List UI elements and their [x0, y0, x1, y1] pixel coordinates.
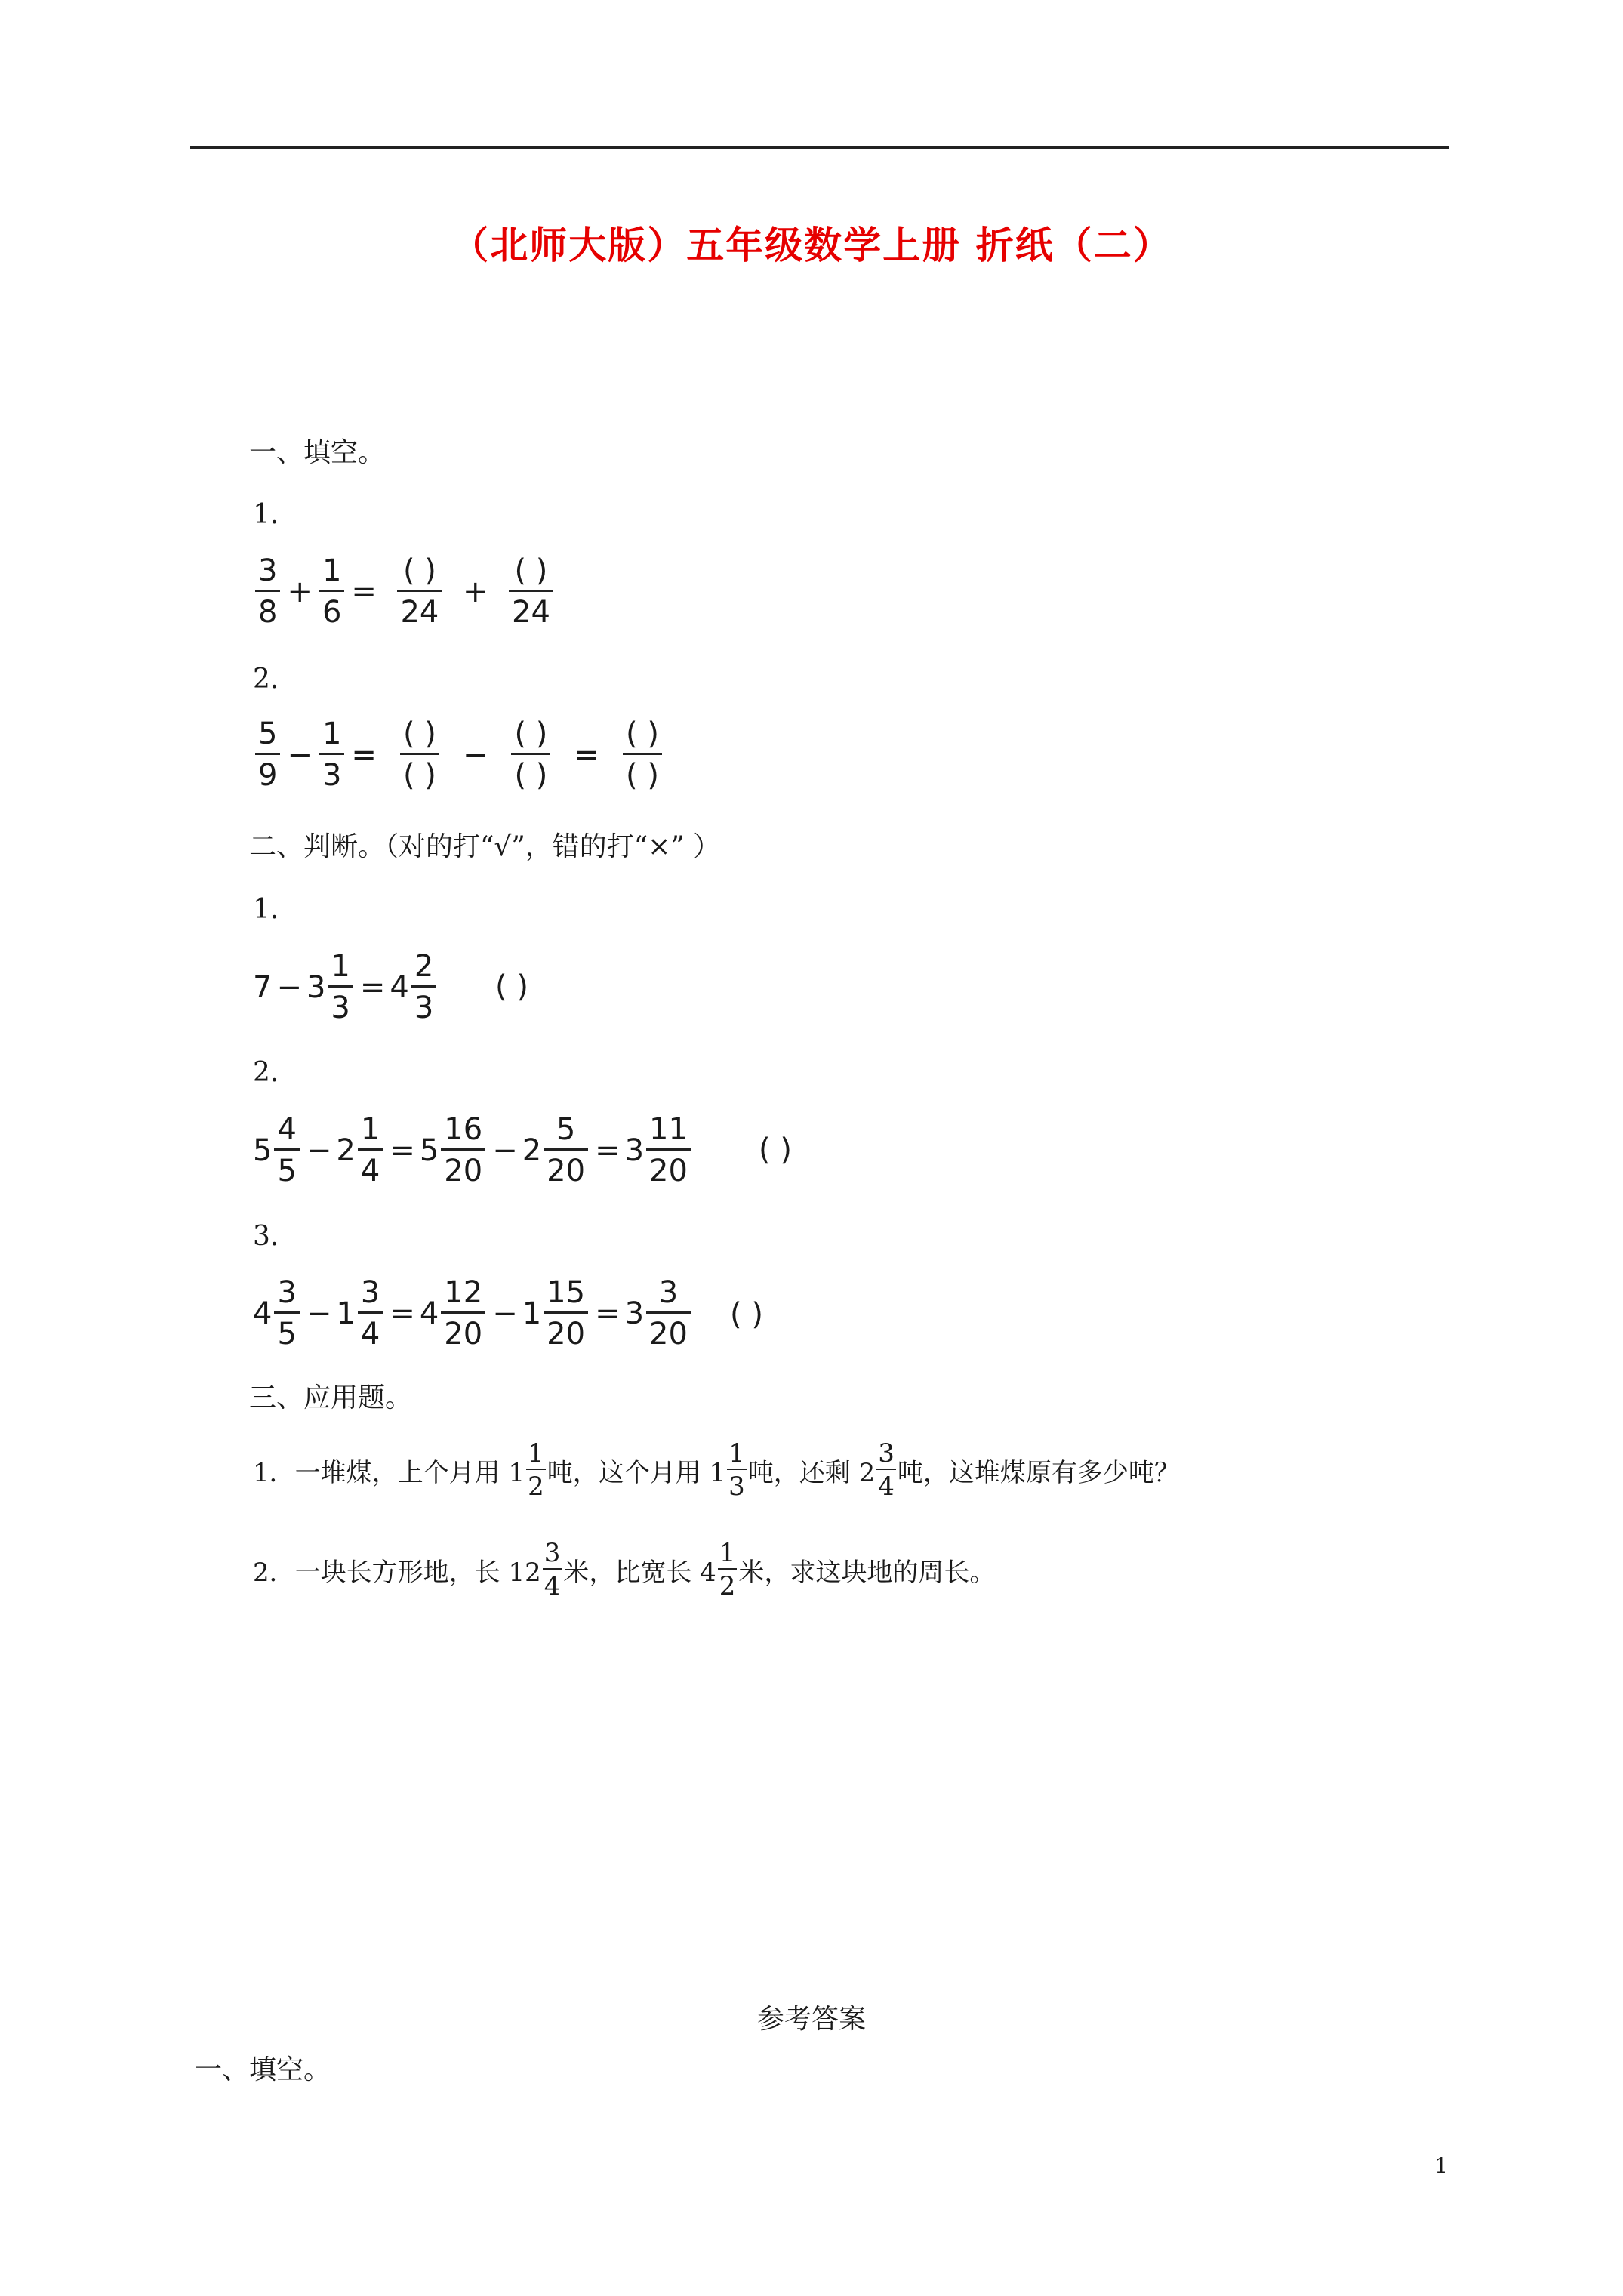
s1-q2-number: 2．	[253, 664, 297, 695]
fraction: $\frac{3}{4}$	[878, 1438, 895, 1502]
blank-fraction[interactable]: $\frac{( )}{( )}$	[606, 719, 679, 791]
page-title: （北师大版）五年级数学上册 折纸（二）	[451, 223, 1172, 267]
answers-section1-heading: 一、填空。	[195, 2054, 331, 2085]
s3-q1-text: 1．一堆煤，上个月用 1 $\frac{1}{2}$ 吨，这个月用 1 $\frac{1}{3}$ 吨，还剩 2 $\frac{3}{4}$ 吨，这堆煤原有多少吨？	[253, 1438, 1180, 1502]
s2-q1-equation: 7 − 3 $\frac{1}{3}$ = 4 $\frac{2}{3}$	[253, 951, 439, 1023]
fraction: $\frac{16}{20}$	[441, 1114, 485, 1186]
s2-q2-number: 2．	[253, 1057, 297, 1088]
fraction: $\frac{1}{2}$	[528, 1438, 544, 1502]
fraction: $\frac{3}{4}$	[544, 1538, 561, 1601]
fraction: $\frac{5}{9}$	[255, 719, 280, 791]
s1-q2-equation: $\frac{5}{9}$ − $\frac{1}{3}$ = $\frac{( )}{( )}$ − $\frac{( )}{( )}$ = $\frac{( )}{( )}$	[253, 719, 681, 791]
s2-q3-equation: 4 $\frac{3}{5}$ − 1 $\frac{3}{4}$ = 4 $\frac{12}{20}$ − 1 $\frac{15}{20}$ = 3 $\frac{3}{20}$	[253, 1277, 693, 1349]
fraction: $\frac{3}{20}$	[646, 1277, 691, 1349]
s2-q1-number: 1．	[253, 894, 297, 925]
s2-q2-answer-box[interactable]: ( )	[759, 1133, 792, 1167]
blank-fraction[interactable]: $\frac{( )}{( )}$	[383, 719, 456, 791]
fraction: $\frac{2}{3}$	[411, 951, 436, 1023]
fraction: $\frac{5}{20}$	[544, 1114, 588, 1186]
s3-q2-text: 2．一块长方形地，长 12 $\frac{3}{4}$ 米，比宽长 4 $\frac{1}{2}$ 米，求这块地的周长。	[253, 1538, 996, 1601]
section1-heading: 一、填空。	[249, 437, 386, 468]
s2-q2-equation: 5 $\frac{4}{5}$ − 2 $\frac{1}{4}$ = 5 $\frac{16}{20}$ − 2 $\frac{5}{20}$ = 3 $\frac{11}{20}$	[253, 1114, 693, 1186]
fraction: $\frac{1}{6}$	[319, 556, 344, 627]
header-rule	[190, 146, 1449, 149]
fraction: $\frac{11}{20}$	[646, 1114, 691, 1186]
blank-fraction[interactable]: $\frac{( )}{( )}$	[494, 719, 567, 791]
s1-q1-number: 1．	[253, 499, 297, 530]
section3-heading: 三、应用题。	[249, 1382, 413, 1413]
fraction: $\frac{4}{5}$	[274, 1114, 299, 1186]
s2-q3-answer-box[interactable]: ( )	[730, 1297, 763, 1332]
fraction: $\frac{3}{5}$	[274, 1277, 299, 1349]
fraction: $\frac{3}{4}$	[358, 1277, 383, 1349]
fraction: $\frac{1}{2}$	[719, 1538, 736, 1601]
section2-heading: 二、判断。（对的打“√”，错的打“×” ）	[249, 831, 721, 862]
blank-fraction[interactable]: $\frac{( )}{24}$	[494, 556, 567, 627]
fraction: $\frac{1}{3}$	[319, 719, 344, 791]
s1-q1-equation: $\frac{3}{8}$ + $\frac{1}{6}$ = $\frac{( )}{24}$ + $\frac{( )}{24}$	[253, 556, 569, 627]
fraction: $\frac{1}{3}$	[728, 1438, 745, 1502]
answers-heading: 参考答案	[756, 2004, 866, 2035]
fraction: $\frac{1}{3}$	[328, 951, 353, 1023]
fraction: $\frac{3}{8}$	[255, 556, 280, 627]
fraction: $\frac{15}{20}$	[544, 1277, 588, 1349]
blank-fraction[interactable]: $\frac{( )}{24}$	[383, 556, 456, 627]
s2-q1-answer-box[interactable]: ( )	[495, 969, 528, 1004]
page-number: 1	[1434, 2153, 1448, 2178]
s2-q3-number: 3．	[253, 1221, 297, 1252]
fraction: $\frac{1}{4}$	[358, 1114, 383, 1186]
fraction: $\frac{12}{20}$	[441, 1277, 485, 1349]
